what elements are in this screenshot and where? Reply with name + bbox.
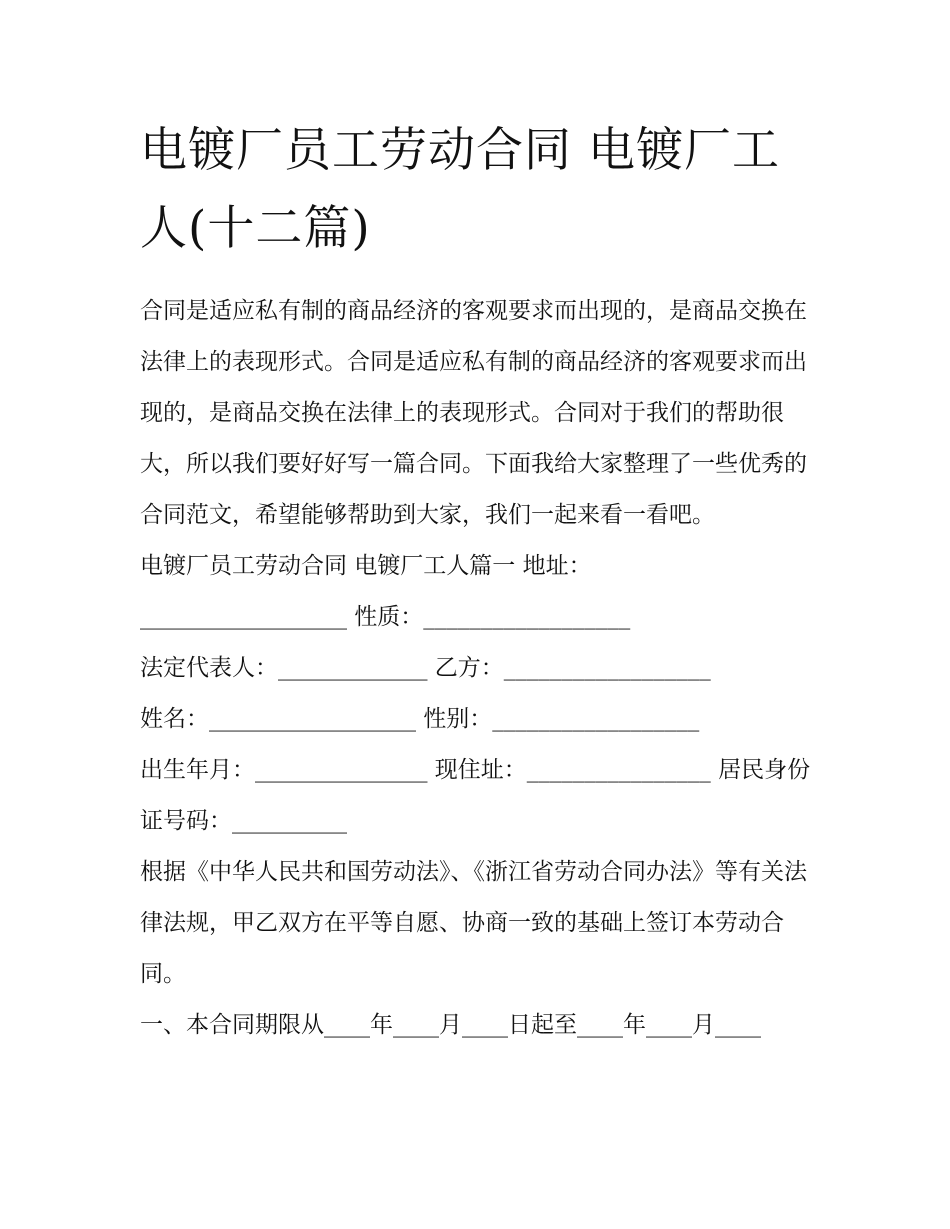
nature-field-line: __________________ 性质：__________________ (140, 604, 631, 630)
contract-term-line: 一、本合同期限从____年____月____日起至____年____月____ (140, 1012, 761, 1038)
legal-representative-field-line: 法定代表人：_____________ 乙方：__________________ (140, 655, 711, 681)
name-gender-field-line: 姓名：__________________ 性别：__________________ (140, 706, 700, 732)
intro-paragraph: 合同是适应私有制的商品经济的客观要求而出现的，是商品交换在法律上的表现形式。合同是适应私有制的商品经济的客观要求而出现的，是商品交换在法律上的表现形式。合同对于我们的帮助很大，所以我们要好好写一篇合同。下面我给大家整理了一些优秀的合同范文，希望能够帮助到大家，我们一起来看一看吧。 (140, 298, 807, 528)
document-title: 电镀厂员工劳动合同 电镀厂工人(十二篇) (140, 123, 780, 256)
legal-basis-paragraph: 根据《中华人民共和国劳动法》、《浙江省劳动合同办法》等有关法律法规，甲乙双方在平等自愿、协商一致的基础上签订本劳动合同。 (140, 859, 807, 987)
section-heading: 电镀厂员工劳动合同 电镀厂工人篇一 地址： (140, 553, 592, 579)
document-body (140, 286, 820, 1051)
document-page (140, 112, 820, 1051)
birth-address-id-field-line: 出生年月：_______________ 现住址：________________ 居民身份证号码：__________ (140, 757, 811, 834)
